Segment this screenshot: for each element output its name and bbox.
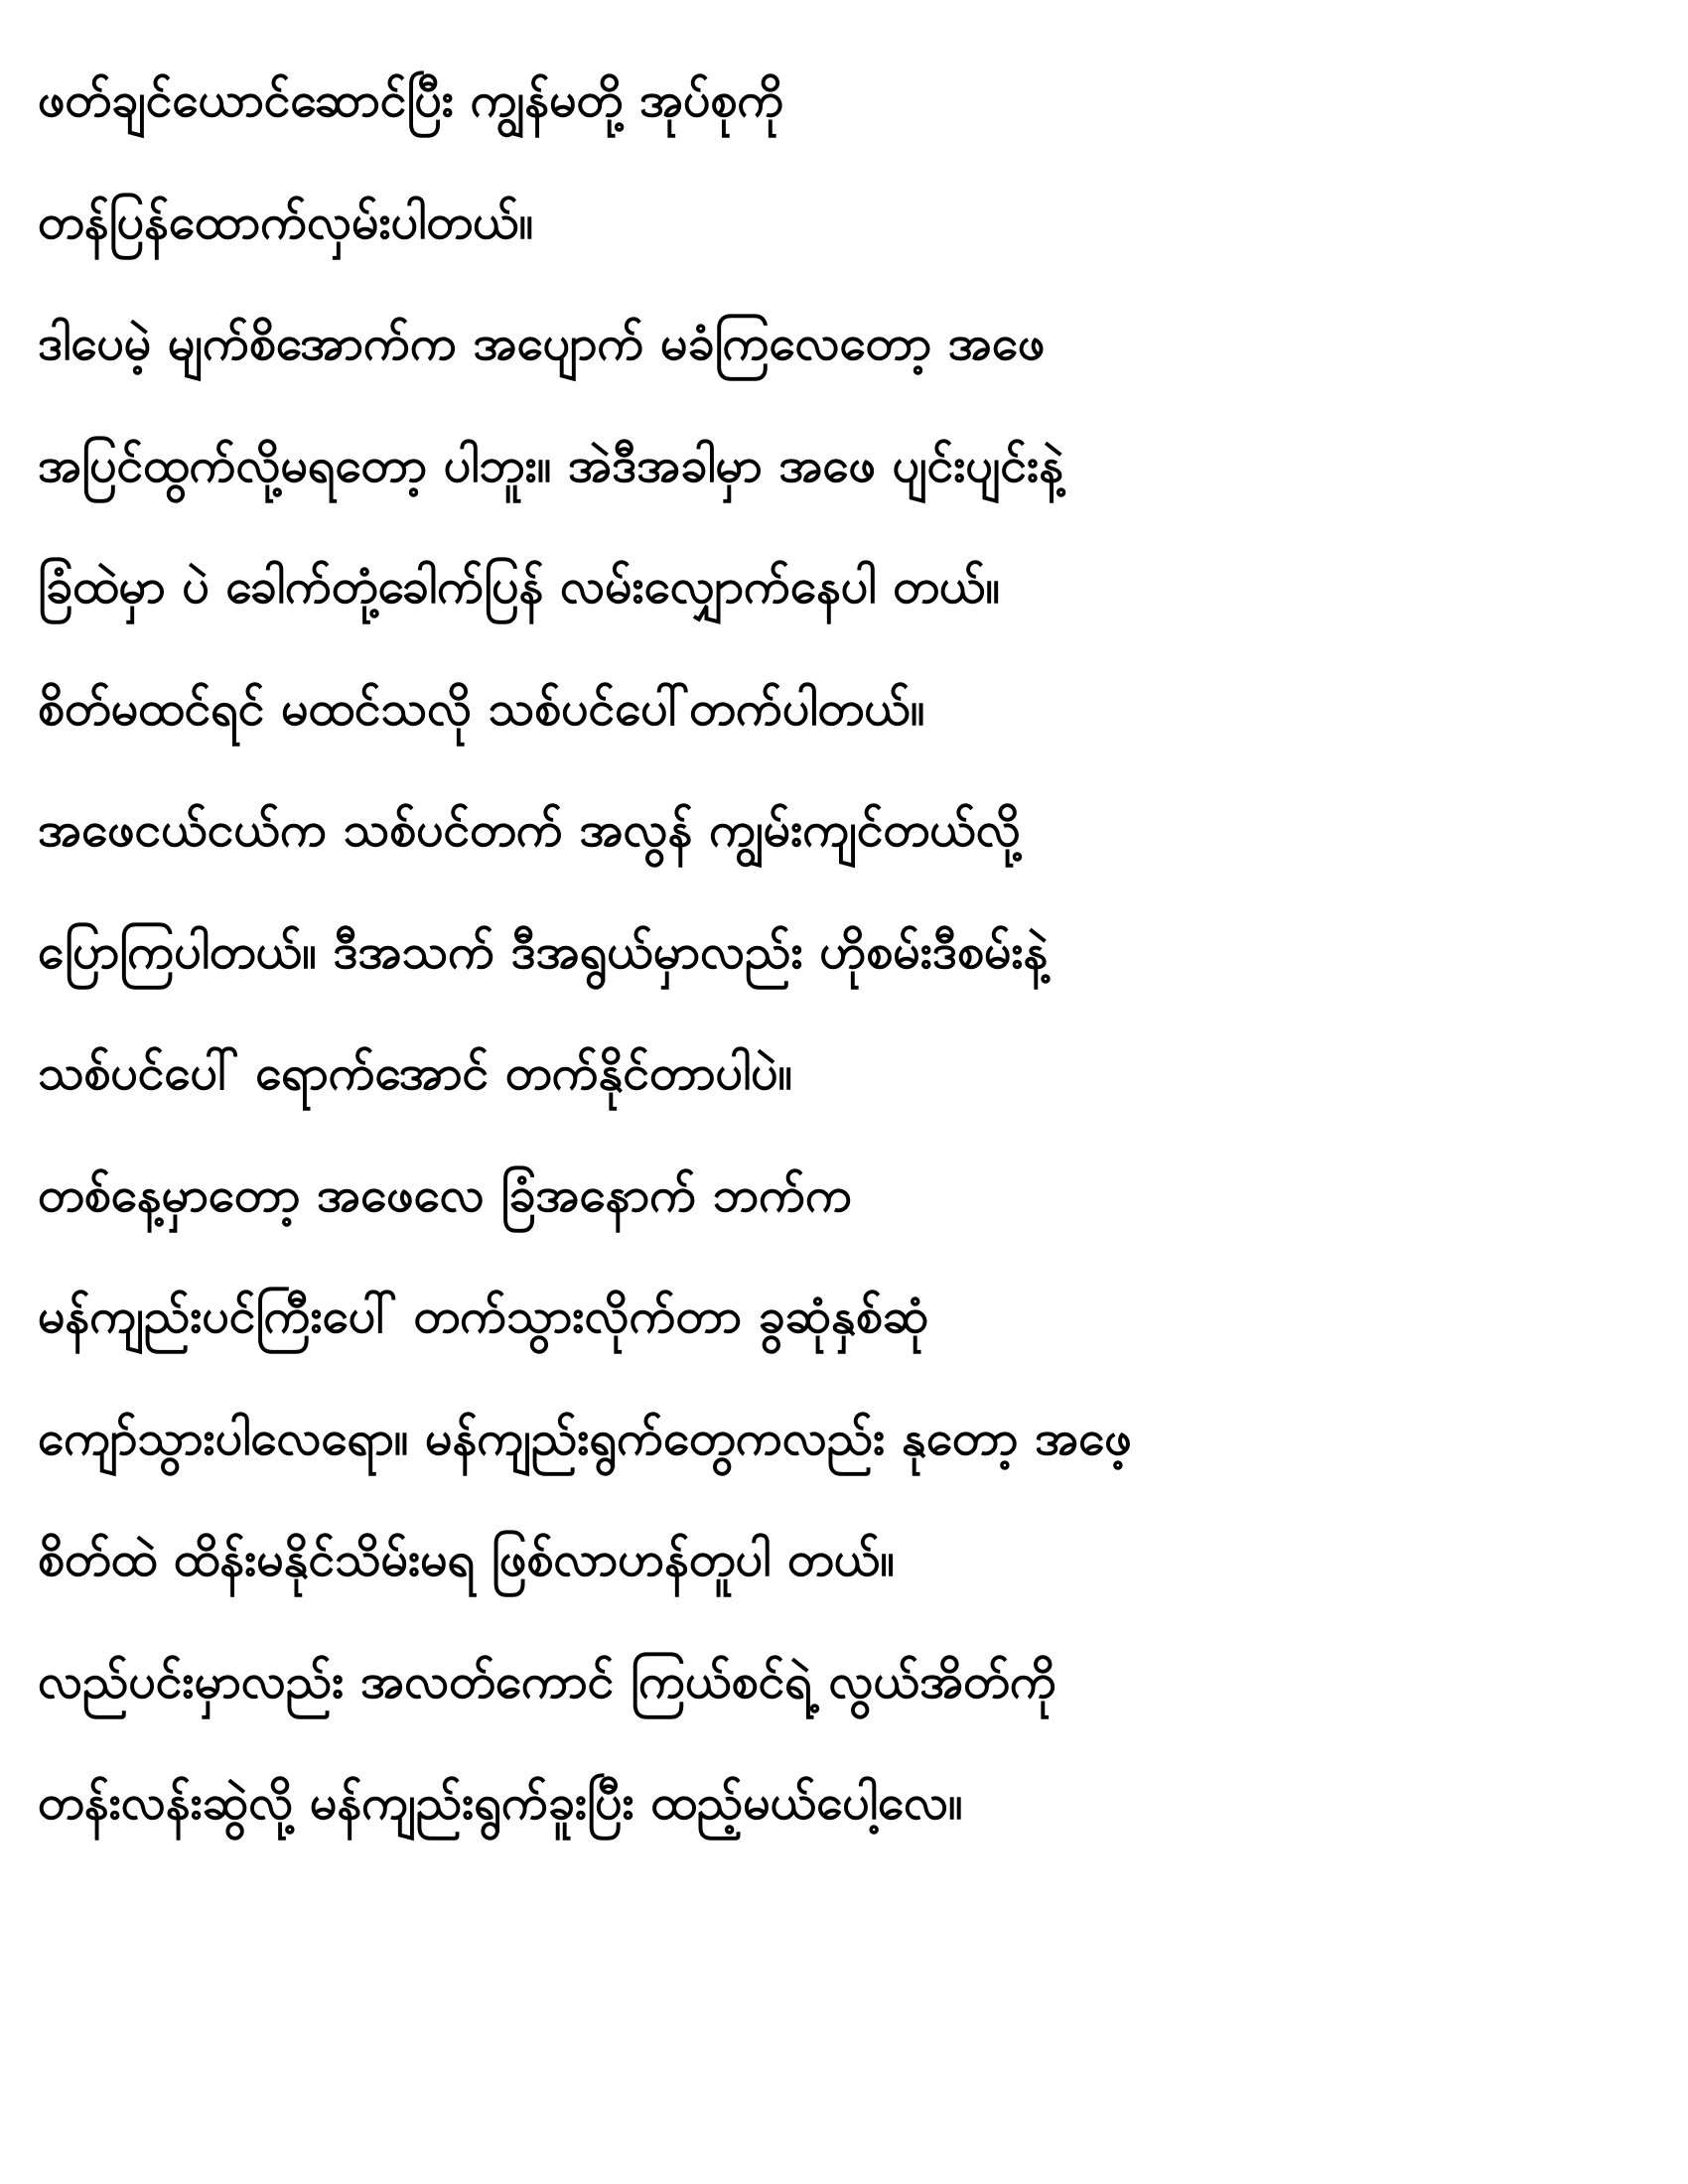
text-line: လည်ပင်းမှာလည်း အလတ်ကောင် ကြယ်စင်ရဲ့ လွယ်အိတ်ကို — [38, 1653, 1056, 1709]
text-line: အပြင်ထွက်လို့မရတော့ ပါဘူး။ အဲဒီအခါမှာ အဖေ ပျင်းပျင်းနဲ့ — [38, 437, 1064, 493]
text-line: တန်ပြန်ထောက်လှမ်းပါတယ်။ — [38, 194, 534, 250]
story-text — [38, 40, 1646, 1864]
text-line: သစ်ပင်ပေါ် ရောက်အောင် တက်နိုင်တာပါပဲ။ — [38, 1045, 793, 1101]
text-line: ကျော်သွားပါလေရော။ မန်ကျည်းရွက်တွေကလည်း နုတော့ အဖေ့ — [38, 1410, 1132, 1466]
text-line: စိတ်ထဲ ထိန်းမနိုင်သိမ်းမရ ဖြစ်လာဟန်တူပါ တယ်။ — [38, 1532, 895, 1587]
text-line: ပြောကြပါတယ်။ ဒီအသက် ဒီအရွယ်မှာလည်း ဟိုစမ်းဒီစမ်းနဲ့ — [38, 923, 1049, 980]
text-line: တန်းလန်းဆွဲလို့ မန်ကျည်းရွက်ခူးပြီး ထည့်မယ်ပေါ့လေ။ — [38, 1775, 963, 1831]
text-line: အဖေငယ်ငယ်က သစ်ပင်တက် အလွန် ကျွမ်းကျင်တယ်လို့ — [38, 802, 1021, 858]
text-line: စိတ်မထင်ရင် မထင်သလို သစ်ပင်ပေါ်တက်ပါတယ်။ — [38, 680, 925, 737]
text-line: တစ်နေ့မှာတော့ အဖေလေ ခြံအနောက် ဘက်က — [38, 1166, 852, 1223]
text-line: ခြံထဲမှာ ပဲ ခေါက်တုံ့ခေါက်ပြန် လမ်းလျှောက်နေပါ တယ်။ — [38, 559, 1001, 614]
text-line: မန်ကျည်းပင်ကြီးပေါ် တက်သွားလိုက်တာ ခွဆုံနှစ်ဆုံ — [38, 1289, 929, 1344]
text-line: ဒါပေမဲ့ မျက်စိအောက်က အပျောက် မခံကြလေတော့ အဖေ — [38, 316, 1046, 371]
text-line: ဖတ်ချင်ယောင်ဆောင်ပြီး ကျွန်မတို့ အုပ်စုကို — [38, 72, 784, 128]
